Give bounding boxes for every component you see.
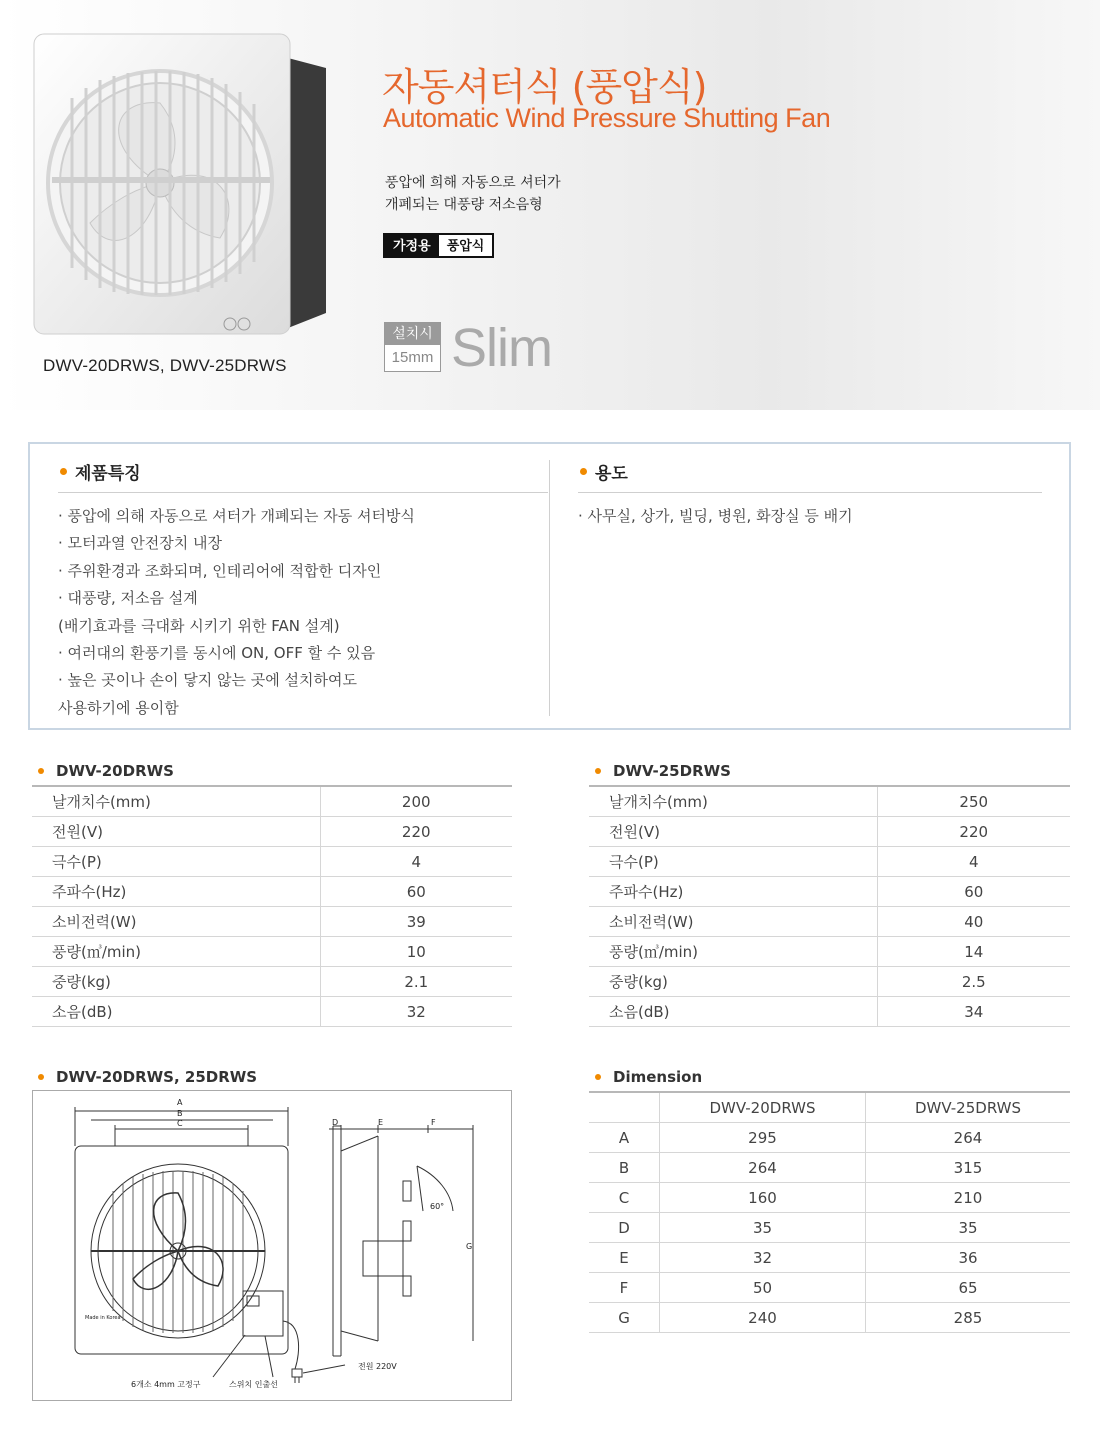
spec-value: 200	[320, 786, 512, 817]
spec-value: 39	[320, 907, 512, 937]
spec-title: DWV-20DRWS	[56, 762, 174, 780]
table-row	[589, 877, 1070, 907]
angle-label: 60°	[430, 1202, 445, 1211]
spec-table-20drws	[32, 760, 512, 1027]
table-row	[32, 817, 512, 847]
feature-usage-box	[28, 442, 1071, 730]
diagram-heading	[32, 1066, 257, 1088]
table-row	[589, 1303, 1070, 1333]
product-hero	[0, 0, 1100, 410]
spec-value: 14	[877, 937, 1070, 967]
spec-heading	[32, 760, 512, 782]
feature-item: 사용하기에 용이함	[58, 698, 179, 717]
description-line: 풍압에 희해 자동으로 셔터가	[385, 175, 561, 191]
dim-value: 35	[866, 1213, 1071, 1243]
column-divider	[549, 460, 550, 716]
feature-item: (배기효과를 극대화 시키기 위한 FAN 설계)	[58, 616, 340, 635]
dim-value: 50	[660, 1273, 866, 1303]
dim-key: C	[589, 1183, 660, 1213]
description-line: 개폐되는 대풍량 저소음형	[385, 197, 543, 213]
dim-label-e: E	[378, 1118, 384, 1127]
dim-value: 315	[866, 1153, 1071, 1183]
spec-key: 소비전력(W)	[589, 907, 877, 937]
technical-drawing	[33, 1091, 511, 1400]
spec-table-25drws	[589, 760, 1070, 1027]
product-model-caption: DWV-20DRWS, DWV-25DRWS	[43, 356, 287, 375]
spec-value: 60	[320, 877, 512, 907]
spec-key: 풍량(㎥/min)	[32, 937, 320, 967]
spec-value: 2.5	[877, 967, 1070, 997]
table-header-row	[589, 1092, 1070, 1123]
usage-column	[578, 458, 1042, 530]
feature-item: · 모터과열 안전장치 내장	[58, 534, 222, 553]
bullet-dot-icon	[38, 1074, 44, 1080]
dimension-table	[589, 1091, 1070, 1333]
dim-key: A	[589, 1123, 660, 1153]
feature-item: · 높은 곳이나 손이 닿지 않는 곳에 설치하여도	[58, 671, 357, 690]
spec-key: 주파수(Hz)	[589, 877, 877, 907]
product-fan-image	[30, 28, 330, 348]
dim-value: 160	[660, 1183, 866, 1213]
table-row	[32, 907, 512, 937]
table-row	[589, 967, 1070, 997]
dim-key: B	[589, 1153, 660, 1183]
table-row	[589, 937, 1070, 967]
made-label: Made in Korea	[85, 1315, 121, 1321]
usage-heading	[578, 458, 1042, 493]
table-row	[32, 847, 512, 877]
table-row	[589, 907, 1070, 937]
dim-label-a: A	[177, 1098, 183, 1107]
spec-key: 소음(dB)	[32, 997, 320, 1027]
spec-value: 220	[877, 817, 1070, 847]
bullet-dot-icon	[595, 1074, 601, 1080]
dimension-drawing	[32, 1090, 512, 1401]
tag-wind-pressure: 풍압식	[439, 235, 493, 256]
diagram-title: DWV-20DRWS, 25DRWS	[56, 1068, 258, 1086]
header-cell	[589, 1092, 660, 1123]
table-row	[32, 967, 512, 997]
dim-value: 295	[660, 1123, 866, 1153]
header-cell: DWV-25DRWS	[866, 1092, 1071, 1123]
switch-cable-label: 스위치 인출선	[229, 1380, 278, 1389]
spec-title: DWV-25DRWS	[613, 762, 731, 780]
spec-table	[32, 785, 512, 1027]
power-label: 전원 220V	[358, 1362, 397, 1371]
bullet-dot-icon	[38, 768, 44, 774]
spec-value: 220	[320, 817, 512, 847]
dim-label-c: C	[177, 1119, 183, 1128]
spec-key: 극수(P)	[589, 847, 877, 877]
spec-value: 250	[877, 786, 1070, 817]
feature-item: · 풍압에 의해 자동으로 셔터가 개폐되는 자동 셔터방식	[58, 507, 415, 525]
table-row	[32, 786, 512, 817]
table-row	[32, 877, 512, 907]
table-row	[32, 997, 512, 1027]
dim-value: 32	[660, 1243, 866, 1273]
dim-value: 264	[866, 1123, 1071, 1153]
dim-key: E	[589, 1243, 660, 1273]
spec-heading	[589, 760, 1070, 782]
spec-value: 34	[877, 997, 1070, 1027]
spec-key: 풍량(㎥/min)	[589, 937, 877, 967]
dim-value: 35	[660, 1213, 866, 1243]
usage-item: · 사무실, 상가, 빌딩, 병원, 화장실 등 배기	[578, 507, 853, 525]
dim-value: 264	[660, 1153, 866, 1183]
dim-key: D	[589, 1213, 660, 1243]
table-row	[589, 847, 1070, 877]
spec-value: 4	[320, 847, 512, 877]
table-row	[589, 817, 1070, 847]
spec-key: 소비전력(W)	[32, 907, 320, 937]
feature-item: · 여러대의 환풍기를 동시에 ON, OFF 할 수 있음	[58, 644, 376, 663]
spec-value: 10	[320, 937, 512, 967]
spec-key: 날개치수(mm)	[32, 786, 320, 817]
table-row	[589, 997, 1070, 1027]
feature-item: · 대풍량, 저소음 설계	[58, 589, 198, 608]
dim-label-d: D	[332, 1118, 339, 1127]
feature-item: · 주위환경과 조화되며, 인테리어에 적합한 디자인	[58, 561, 382, 580]
product-title-korean: 자동셔터식 (풍압식)	[382, 65, 707, 109]
spec-value: 2.1	[320, 967, 512, 997]
spec-key: 전원(V)	[32, 817, 320, 847]
table-row	[589, 1123, 1070, 1153]
table-row	[589, 786, 1070, 817]
spec-value: 40	[877, 907, 1070, 937]
badge-thickness: 15mm	[385, 345, 440, 371]
spec-table	[589, 785, 1070, 1027]
spec-key: 소음(dB)	[589, 997, 877, 1027]
features-heading	[58, 458, 548, 493]
header-cell: DWV-20DRWS	[660, 1092, 866, 1123]
spec-key: 중량(kg)	[32, 967, 320, 997]
spec-key: 주파수(Hz)	[32, 877, 320, 907]
dim-key: F	[589, 1273, 660, 1303]
spec-value: 4	[877, 847, 1070, 877]
table-row	[32, 937, 512, 967]
dim-value: 36	[866, 1243, 1071, 1273]
dimension-title: Dimension	[613, 1068, 703, 1086]
dimension-table-section	[589, 1066, 1070, 1333]
usage-title: 용도	[595, 463, 628, 484]
dim-label-f: F	[431, 1118, 436, 1127]
badge-install-label: 설치시	[385, 323, 440, 345]
bullet-dot-icon	[60, 468, 67, 475]
spec-value: 60	[877, 877, 1070, 907]
features-title: 제품특징	[75, 463, 141, 484]
dim-value: 240	[660, 1303, 866, 1333]
dim-key: G	[589, 1303, 660, 1333]
tag-household: 가정용	[385, 235, 439, 256]
table-row	[589, 1243, 1070, 1273]
slim-wordmark: Slim	[451, 318, 552, 378]
product-tags	[383, 233, 494, 258]
dim-label-g: G	[466, 1242, 473, 1251]
bullet-dot-icon	[580, 468, 587, 475]
dim-value: 65	[866, 1273, 1071, 1303]
features-column	[58, 458, 548, 722]
dimension-heading	[589, 1066, 1070, 1088]
screw-label: 6개소 4mm 고정구	[131, 1380, 201, 1389]
dim-value: 210	[866, 1183, 1071, 1213]
product-description	[385, 172, 561, 216]
spec-key: 극수(P)	[32, 847, 320, 877]
dim-label-b: B	[177, 1109, 183, 1118]
spec-value: 32	[320, 997, 512, 1027]
features-list	[58, 503, 548, 722]
usage-list	[578, 503, 1042, 530]
table-row	[589, 1183, 1070, 1213]
product-title-english: Automatic Wind Pressure Shutting Fan	[383, 103, 831, 133]
table-row	[589, 1213, 1070, 1243]
table-row	[589, 1273, 1070, 1303]
dim-value: 285	[866, 1303, 1071, 1333]
slim-badge	[384, 322, 441, 372]
bullet-dot-icon	[595, 768, 601, 774]
spec-key: 전원(V)	[589, 817, 877, 847]
spec-key: 중량(kg)	[589, 967, 877, 997]
table-row	[589, 1153, 1070, 1183]
spec-key: 날개치수(mm)	[589, 786, 877, 817]
